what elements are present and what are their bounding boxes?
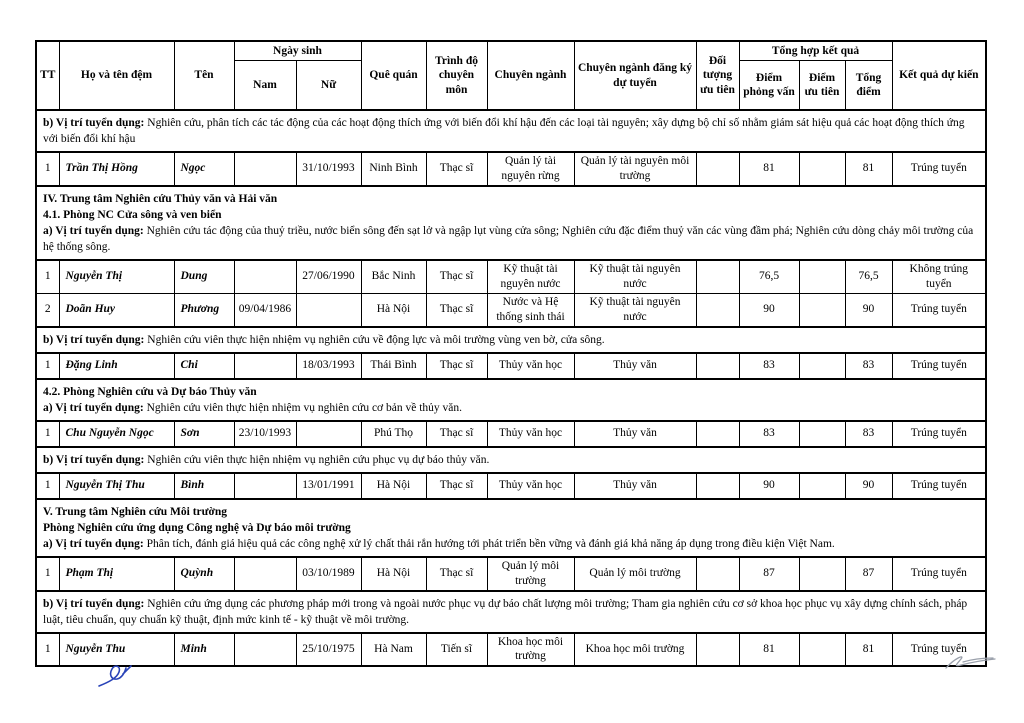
- cell-ho-ten-dem: Nguyễn Thị Thu: [59, 473, 174, 499]
- note-line: b) Vị trí tuyển dụng: Nghiên cứu viên thực hiện nhiệm vụ nghiên cứu phục vụ dự báo thủy văn.: [43, 453, 490, 466]
- table-header-row-1: [36, 41, 986, 61]
- cell-trinh-do: Thạc sĩ: [426, 152, 487, 186]
- cell-que-quan: Thái Bình: [361, 353, 426, 379]
- header-doi-tuong-uu-tien: Đối tượng ưu tiên: [696, 41, 739, 110]
- note-cell: [36, 186, 986, 260]
- note-row: [36, 327, 986, 353]
- note-row: [36, 379, 986, 421]
- cell-diem-uu-tien: [799, 633, 845, 667]
- note-line: 4.1. Phòng NC Cửa sông và ven biển: [43, 208, 222, 221]
- cell-ten: Minh: [174, 633, 234, 667]
- header-tt: TT: [36, 41, 59, 110]
- cell-tong-diem: 90: [845, 473, 892, 499]
- cell-ngay-sinh-nu: 13/01/1991: [296, 473, 361, 499]
- note-line: b) Vị trí tuyển dụng: Nghiên cứu viên thực hiện nhiệm vụ nghiên cứu về động lực và môi trường vùng ven bờ, cửa sông.: [43, 333, 605, 346]
- note-cell: [36, 379, 986, 421]
- cell-doi-tuong-uu-tien: [696, 557, 739, 591]
- note-cell: [36, 110, 986, 152]
- cell-doi-tuong-uu-tien: [696, 260, 739, 293]
- cell-ngay-sinh-nu: 31/10/1993: [296, 152, 361, 186]
- cell-diem-uu-tien: [799, 557, 845, 591]
- note-row: [36, 110, 986, 152]
- header-nu: Nữ: [296, 61, 361, 111]
- table-body: [36, 110, 986, 666]
- cell-tong-diem: 81: [845, 633, 892, 667]
- cell-doi-tuong-uu-tien: [696, 353, 739, 379]
- cell-chuyen-nganh-dang-ky: Khoa học môi trường: [574, 633, 696, 667]
- cell-ho-ten-dem: Nguyễn Thị: [59, 260, 174, 293]
- person-row: [36, 421, 986, 447]
- note-line: b) Vị trí tuyển dụng: Nghiên cứu, phân tích các tác động của các hoạt động thích ứng với biến đổi khí hậu đến các loại tài nguyên; xây dựng bộ chỉ số nhằm giám sát hiệu quả các hoạt động thích ứng với biến đổi khí hậu: [43, 117, 965, 145]
- header-chuyen-nganh: Chuyên ngành: [487, 41, 574, 110]
- cell-que-quan: Bắc Ninh: [361, 260, 426, 293]
- cell-ho-ten-dem: Đặng Linh: [59, 353, 174, 379]
- cell-ten: Dung: [174, 260, 234, 293]
- cell-ket-qua-du-kien: Trúng tuyển: [892, 557, 986, 591]
- header-diem-uu-tien: Điểm ưu tiên: [799, 61, 845, 111]
- cell-doi-tuong-uu-tien: [696, 473, 739, 499]
- cell-que-quan: Hà Nội: [361, 473, 426, 499]
- note-row: [36, 499, 986, 557]
- header-trinh-do-chuyen-mon: Trình độ chuyên môn: [426, 41, 487, 110]
- cell-diem-uu-tien: [799, 152, 845, 186]
- cell-diem-phong-van: 90: [739, 473, 799, 499]
- cell-chuyen-nganh-dang-ky: Quản lý môi trường: [574, 557, 696, 591]
- cell-ket-qua-du-kien: Trúng tuyển: [892, 353, 986, 379]
- cell-ten: Bình: [174, 473, 234, 499]
- note-cell: [36, 591, 986, 633]
- cell-trinh-do: Thạc sĩ: [426, 557, 487, 591]
- cell-tt: 1: [36, 421, 59, 447]
- cell-ngay-sinh-nam: [234, 473, 296, 499]
- cell-ten: Chi: [174, 353, 234, 379]
- note-row: [36, 186, 986, 260]
- signature-right: [943, 650, 999, 676]
- note-row: [36, 447, 986, 473]
- recruitment-results-table: [35, 40, 987, 667]
- person-row: [36, 353, 986, 379]
- cell-ngay-sinh-nam: [234, 557, 296, 591]
- cell-trinh-do: Thạc sĩ: [426, 260, 487, 293]
- cell-ho-ten-dem: Trần Thị Hồng: [59, 152, 174, 186]
- table-header: [36, 41, 986, 110]
- cell-tt: 1: [36, 353, 59, 379]
- cell-ngay-sinh-nam: [234, 260, 296, 293]
- cell-tong-diem: 76,5: [845, 260, 892, 293]
- cell-tt: 1: [36, 260, 59, 293]
- person-row: [36, 473, 986, 499]
- cell-que-quan: Hà Nam: [361, 633, 426, 667]
- cell-trinh-do: Thạc sĩ: [426, 473, 487, 499]
- cell-ho-ten-dem: Chu Nguyễn Ngọc: [59, 421, 174, 447]
- cell-doi-tuong-uu-tien: [696, 293, 739, 326]
- header-ket-qua-du-kien: Kết quả dự kiến: [892, 41, 986, 110]
- note-cell: [36, 327, 986, 353]
- cell-que-quan: Ninh Bình: [361, 152, 426, 186]
- cell-chuyen-nganh: Thủy văn học: [487, 473, 574, 499]
- note-line: a) Vị trí tuyển dụng: Nghiên cứu viên thực hiện nhiệm vụ nghiên cứu cơ bản về thủy văn.: [43, 401, 463, 414]
- cell-tt: 1: [36, 557, 59, 591]
- cell-trinh-do: Tiến sĩ: [426, 633, 487, 667]
- cell-tong-diem: 87: [845, 557, 892, 591]
- cell-ngay-sinh-nu: 18/03/1993: [296, 353, 361, 379]
- cell-ho-ten-dem: Nguyễn Thu: [59, 633, 174, 667]
- cell-ngay-sinh-nu: 25/10/1975: [296, 633, 361, 667]
- cell-tong-diem: 83: [845, 421, 892, 447]
- note-line: V. Trung tâm Nghiên cứu Môi trường: [43, 505, 228, 518]
- cell-chuyen-nganh-dang-ky: Quản lý tài nguyên môi trường: [574, 152, 696, 186]
- note-row: [36, 591, 986, 633]
- cell-tong-diem: 90: [845, 293, 892, 326]
- cell-trinh-do: Thạc sĩ: [426, 293, 487, 326]
- cell-diem-uu-tien: [799, 421, 845, 447]
- person-row: [36, 293, 986, 326]
- note-line: Phòng Nghiên cứu ứng dụng Công nghệ và Dự báo môi trường: [43, 521, 351, 534]
- cell-ten: Ngọc: [174, 152, 234, 186]
- cell-ten: Quỳnh: [174, 557, 234, 591]
- header-chuyen-nganh-dang-ky: Chuyên ngành đăng ký dự tuyển: [574, 41, 696, 110]
- header-nam: Nam: [234, 61, 296, 111]
- cell-ngay-sinh-nam: [234, 152, 296, 186]
- header-ho-va-ten-dem: Họ và tên đệm: [59, 41, 174, 110]
- cell-chuyen-nganh-dang-ky: Thủy văn: [574, 473, 696, 499]
- cell-tt: 1: [36, 152, 59, 186]
- cell-diem-uu-tien: [799, 260, 845, 293]
- cell-diem-phong-van: 76,5: [739, 260, 799, 293]
- cell-chuyen-nganh: Quản lý môi trường: [487, 557, 574, 591]
- person-row: [36, 152, 986, 186]
- header-diem-phong-van: Điểm phỏng vấn: [739, 61, 799, 111]
- cell-chuyen-nganh: Quản lý tài nguyên rừng: [487, 152, 574, 186]
- cell-tong-diem: 83: [845, 353, 892, 379]
- cell-ket-qua-du-kien: Trúng tuyển: [892, 633, 986, 667]
- header-que-quan: Quê quán: [361, 41, 426, 110]
- cell-ket-qua-du-kien: Không trúng tuyển: [892, 260, 986, 293]
- cell-ket-qua-du-kien: Trúng tuyển: [892, 152, 986, 186]
- note-line: a) Vị trí tuyển dụng: Phân tích, đánh giá hiệu quả các công nghệ xử lý chất thải rắn hướng tới phát triển bền vững và đánh giá khả năng áp dụng trong điều kiện Việt Nam.: [43, 537, 835, 550]
- note-line: 4.2. Phòng Nghiên cứu và Dự báo Thủy văn: [43, 385, 257, 398]
- cell-diem-phong-van: 81: [739, 152, 799, 186]
- header-tong-hop-ket-qua: Tổng hợp kết quả: [739, 41, 892, 61]
- cell-chuyen-nganh-dang-ky: Thủy văn: [574, 421, 696, 447]
- cell-ket-qua-du-kien: Trúng tuyển: [892, 421, 986, 447]
- note-line: IV. Trung tâm Nghiên cứu Thủy văn và Hải văn: [43, 192, 278, 205]
- cell-ngay-sinh-nam: [234, 353, 296, 379]
- cell-chuyen-nganh: Thủy văn học: [487, 421, 574, 447]
- note-line: b) Vị trí tuyển dụng: Nghiên cứu ứng dụng các phương pháp mới trong và ngoài nước phục vụ dự báo chất lượng môi trường; Tham gia nghiên cứu cơ sở khoa học phục vụ xây dựng chính sách, pháp luật, tiêu chuẩn, quy chuẩn kỹ thuật, định mức kinh tế - kỹ thuật về môi trường.: [43, 597, 968, 626]
- note-cell: [36, 447, 986, 473]
- cell-diem-phong-van: 83: [739, 421, 799, 447]
- cell-ket-qua-du-kien: Trúng tuyển: [892, 473, 986, 499]
- cell-doi-tuong-uu-tien: [696, 421, 739, 447]
- cell-diem-phong-van: 83: [739, 353, 799, 379]
- cell-chuyen-nganh-dang-ky: Kỹ thuật tài nguyên nước: [574, 260, 696, 293]
- cell-ngay-sinh-nam: [234, 633, 296, 667]
- cell-diem-phong-van: 90: [739, 293, 799, 326]
- cell-diem-phong-van: 87: [739, 557, 799, 591]
- cell-ho-ten-dem: Doãn Huy: [59, 293, 174, 326]
- cell-diem-uu-tien: [799, 353, 845, 379]
- cell-chuyen-nganh: Khoa học môi trường: [487, 633, 574, 667]
- cell-chuyen-nganh-dang-ky: Thủy văn: [574, 353, 696, 379]
- cell-ngay-sinh-nu: [296, 293, 361, 326]
- cell-trinh-do: Thạc sĩ: [426, 421, 487, 447]
- cell-doi-tuong-uu-tien: [696, 152, 739, 186]
- cell-tt: 2: [36, 293, 59, 326]
- header-ten: Tên: [174, 41, 234, 110]
- cell-chuyen-nganh: Kỹ thuật tài nguyên nước: [487, 260, 574, 293]
- cell-tt: 1: [36, 633, 59, 667]
- cell-ngay-sinh-nam: 09/04/1986: [234, 293, 296, 326]
- cell-ten: Phương: [174, 293, 234, 326]
- cell-tt: 1: [36, 473, 59, 499]
- header-tong-diem: Tổng điểm: [845, 61, 892, 111]
- cell-ngay-sinh-nu: 03/10/1989: [296, 557, 361, 591]
- cell-ngay-sinh-nu: 27/06/1990: [296, 260, 361, 293]
- cell-ngay-sinh-nu: [296, 421, 361, 447]
- cell-que-quan: Phú Thọ: [361, 421, 426, 447]
- cell-chuyen-nganh: Thủy văn học: [487, 353, 574, 379]
- cell-tong-diem: 81: [845, 152, 892, 186]
- cell-ten: Sơn: [174, 421, 234, 447]
- note-line: a) Vị trí tuyển dụng: Nghiên cứu tác động của thuỷ triều, nước biển sông đến sạt lở và ngập lụt vùng cửa sông; Nghiên cứu đặc điểm thuỷ văn các vùng đầm phá; Nghiên cứu dòng chảy môi trường của hệ thống sông.: [43, 224, 974, 253]
- cell-trinh-do: Thạc sĩ: [426, 353, 487, 379]
- cell-chuyen-nganh-dang-ky: Kỹ thuật tài nguyên nước: [574, 293, 696, 326]
- cell-diem-phong-van: 81: [739, 633, 799, 667]
- header-ngay-sinh: Ngày sinh: [234, 41, 361, 61]
- cell-diem-uu-tien: [799, 473, 845, 499]
- cell-que-quan: Hà Nội: [361, 557, 426, 591]
- person-row: [36, 633, 986, 667]
- note-cell: [36, 499, 986, 557]
- person-row: [36, 260, 986, 293]
- cell-que-quan: Hà Nội: [361, 293, 426, 326]
- signature-left: [95, 658, 147, 692]
- person-row: [36, 557, 986, 591]
- cell-doi-tuong-uu-tien: [696, 633, 739, 667]
- cell-diem-uu-tien: [799, 293, 845, 326]
- cell-ngay-sinh-nam: 23/10/1993: [234, 421, 296, 447]
- cell-ho-ten-dem: Phạm Thị: [59, 557, 174, 591]
- cell-ket-qua-du-kien: Trúng tuyển: [892, 293, 986, 326]
- cell-chuyen-nganh: Nước và Hệ thống sinh thái: [487, 293, 574, 326]
